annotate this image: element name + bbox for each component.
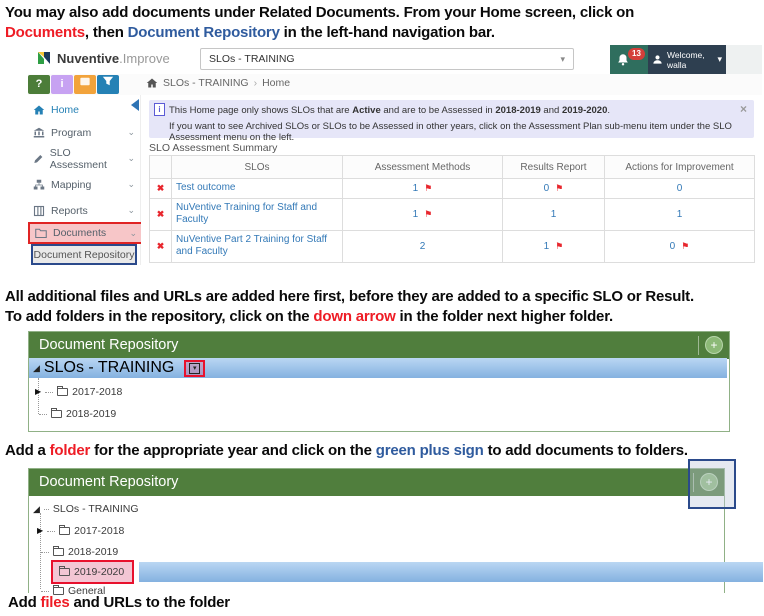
flag-icon: ⚑ [555, 240, 564, 251]
actions-count: 0 [669, 240, 676, 252]
folder-ref: folder [49, 442, 91, 459]
actions-count: 0 [676, 182, 683, 194]
brand-name: Nuventive [57, 50, 120, 66]
results-cell[interactable] [503, 230, 605, 262]
panel-title: Document Repository [29, 469, 724, 496]
sidebar-item-label: SLO Assessment [49, 146, 107, 171]
folder-icon [53, 548, 64, 556]
actions-cell[interactable] [605, 230, 755, 262]
app-toolbar [28, 74, 762, 96]
tree-item-2019-2020[interactable] [51, 560, 134, 584]
app-screenshot [28, 45, 762, 265]
intro-line1: You may also add documents under Related Documents. From your Home screen, click on [5, 4, 635, 21]
middle-line2-post: in the folder next higher folder. [395, 308, 613, 325]
brand-logo [36, 50, 170, 66]
tree-item-2018-2019[interactable] [39, 406, 116, 422]
folder-menu-arrow-icon[interactable]: ▾ [189, 363, 200, 374]
sidebar-item-documents[interactable] [28, 222, 143, 244]
banner-text: This Home page only shows SLOs that are [169, 105, 353, 116]
banner-bold: 2019-2020 [561, 105, 608, 116]
brand-product: Improve [122, 50, 170, 66]
user-menu[interactable] [648, 45, 726, 74]
results-cell[interactable] [503, 198, 605, 230]
home-icon [33, 104, 45, 116]
add-files-pre: Add [8, 594, 41, 611]
tree-root-label: SLOs - TRAINING [52, 503, 139, 515]
notifications-button[interactable] [610, 45, 648, 74]
folder-icon [59, 568, 70, 576]
tree-root-row[interactable] [33, 501, 139, 517]
nuventive-logo-icon [36, 50, 52, 66]
banner-text: . [607, 105, 611, 116]
actions-cell[interactable] [605, 179, 755, 199]
methods-count: 2 [419, 240, 426, 252]
intro-repository-ref: Document Repository [127, 24, 280, 41]
add-document-button[interactable]: + [705, 336, 723, 354]
methods-count: 1 [412, 208, 419, 220]
slo-link[interactable]: NuVentive Part 2 Training for Staff and Faculty [172, 230, 343, 262]
tree-expanded-icon[interactable]: ◢ [33, 363, 40, 373]
sidebar-item-label: Mapping [51, 178, 92, 191]
table-header-row [150, 156, 755, 179]
add-files-post: and URLs to the folder [69, 594, 230, 611]
green-plus-ref: green plus sign [375, 442, 484, 459]
results-count: 1 [550, 208, 557, 220]
column-header-results: Results Report [503, 156, 605, 179]
notification-count-badge: 13 [628, 48, 645, 60]
tree-connector [41, 552, 49, 553]
column-header-slos: SLOs [172, 156, 343, 179]
tree-connector [45, 392, 53, 393]
tree-row-selected-highlight[interactable] [139, 562, 763, 582]
breadcrumb-current: Home [262, 77, 291, 89]
sitemap-icon [33, 179, 45, 191]
info-banner-line1 [169, 105, 610, 116]
filter-icon [102, 75, 114, 87]
methods-cell[interactable] [343, 198, 503, 230]
tree-item-label: 2019-2020 [74, 566, 125, 578]
tree-connector [41, 591, 49, 592]
tree-item-label: General [68, 585, 106, 597]
actions-cell[interactable] [605, 198, 755, 230]
intro-then: , then [84, 24, 128, 41]
breadcrumb-separator: › [253, 77, 258, 89]
summary-title: SLO Assessment Summary [149, 142, 278, 154]
add-folder-paragraph [5, 441, 757, 461]
info-button[interactable]: i [51, 75, 73, 94]
down-arrow-ref: down arrow [313, 308, 396, 325]
add-folder-post: to add documents to folders. [483, 442, 688, 459]
chevron-down-icon: ⌄ [129, 227, 137, 238]
user-icon [652, 54, 663, 65]
context-dropdown[interactable] [200, 48, 574, 70]
tree-root-row-selected[interactable] [29, 358, 727, 378]
sidebar-item-label: Documents [53, 227, 107, 239]
table-row [150, 230, 755, 262]
delete-x-icon[interactable]: ✖ [150, 230, 172, 262]
middle-line2-pre: To add folders in the repository, click on the [5, 308, 314, 325]
table-row [150, 198, 755, 230]
add-document-button[interactable]: + [700, 473, 718, 491]
tree-collapsed-icon[interactable]: ▶ [35, 387, 42, 396]
sidebar-item-program[interactable] [33, 124, 135, 141]
sidebar-item-home[interactable] [33, 101, 135, 118]
flag-icon: ⚑ [681, 240, 690, 251]
filter-button[interactable] [97, 75, 119, 94]
tree-item-label: 2018-2019 [66, 408, 117, 420]
breadcrumb-root[interactable]: SLOs - TRAINING [163, 77, 249, 89]
actions-count: 1 [676, 208, 683, 220]
close-icon[interactable]: × [739, 102, 747, 116]
chevron-down-icon: ⌄ [127, 153, 135, 163]
chevron-down-icon: ⌄ [127, 127, 135, 137]
tree-connector [44, 509, 49, 510]
chevron-down-icon: ▾ [717, 54, 722, 64]
info-banner-line2: If you want to see Archived SLOs or SLOs to be Assessed in other years, click on the Assessment Plan sub-menu item under the SLO Assessment menu on the left. [169, 121, 732, 143]
tree-item-label: 2018-2019 [68, 546, 119, 558]
folder-icon [35, 227, 47, 239]
home-icon [146, 77, 158, 89]
tree-item-2017-2018[interactable] [35, 384, 122, 400]
tree-expanded-icon[interactable]: ◢ [33, 504, 40, 514]
image-icon [78, 75, 92, 88]
header-spacer [726, 45, 762, 74]
tree-connector [47, 531, 55, 532]
pencil-icon [33, 153, 44, 165]
tree-item-label: 2017-2018 [74, 525, 125, 537]
sidebar-item-reports[interactable] [33, 202, 135, 219]
banner-bold: 2018-2019 [495, 105, 541, 116]
column-header-actions: Actions for Improvement [605, 156, 755, 179]
intro-paragraph [5, 3, 753, 43]
flag-icon: ⚑ [424, 182, 433, 193]
user-welcome: Welcome, [667, 49, 705, 60]
results-count: 0 [543, 182, 550, 194]
panel-title: Document Repository [29, 332, 729, 359]
flag-icon: ⚑ [555, 182, 564, 193]
tree-root-label: SLOs - TRAINING [43, 359, 175, 376]
brand-separator: . [119, 50, 123, 66]
columns-icon [33, 205, 45, 217]
methods-cell[interactable] [343, 230, 503, 262]
methods-cell[interactable] [343, 179, 503, 199]
intro-rest: in the left-hand navigation bar. [279, 24, 495, 41]
delete-x-icon[interactable]: ✖ [150, 198, 172, 230]
sidebar-nav [28, 95, 141, 265]
delete-x-icon[interactable]: ✖ [150, 179, 172, 199]
column-header-delete [150, 156, 172, 179]
folder-icon [51, 410, 62, 418]
table-row [150, 179, 755, 199]
add-folder-pre: Add a [5, 442, 50, 459]
document-repository-panel-1 [28, 331, 730, 432]
tree-connector [39, 414, 47, 415]
info-icon: i [154, 103, 165, 116]
breadcrumb [146, 77, 290, 89]
sidebar-item-document-repository[interactable]: Document Repository [31, 244, 137, 265]
info-banner [149, 100, 754, 143]
sidebar-item-slo-assessment[interactable] [33, 146, 135, 171]
sidebar-item-mapping[interactable] [33, 176, 135, 193]
middle-line1: All additional files and URLs are added here first, before they are added to a specific SLO or Result. [5, 288, 694, 305]
slo-summary-table [149, 155, 755, 263]
context-dropdown-value: SLOs - TRAINING [209, 53, 295, 65]
document-repository-panel-2 [28, 468, 725, 597]
home-main-content [141, 95, 762, 265]
banner-bold: Active [352, 105, 381, 116]
chevron-down-icon: ▾ [560, 54, 565, 64]
folder-icon [57, 388, 68, 396]
folder-icon [59, 527, 70, 535]
methods-count: 1 [412, 182, 419, 194]
header-divider [698, 336, 699, 355]
tree-item-2018-2019[interactable] [41, 544, 118, 560]
intro-documents-ref: Documents [5, 24, 85, 41]
sidebar-item-label: Home [51, 103, 80, 116]
files-ref: files [40, 594, 70, 611]
results-cell[interactable] [503, 179, 605, 199]
tree-collapsed-icon[interactable]: ▶ [37, 526, 44, 535]
highlight-box-red [184, 360, 205, 377]
banner-text: and [540, 105, 562, 116]
tree-item-2017-2018[interactable] [37, 523, 124, 539]
media-button[interactable] [74, 75, 96, 94]
column-header-methods: Assessment Methods [343, 156, 503, 179]
institution-icon [33, 127, 45, 139]
help-button[interactable]: ? [28, 75, 50, 94]
tree-item-label: 2017-2018 [72, 386, 123, 398]
chevron-down-icon: ⌄ [127, 179, 135, 189]
sidebar-item-label: Program [51, 126, 92, 139]
add-folder-mid: for the appropriate year and click on the [90, 442, 376, 459]
app-header [28, 45, 762, 75]
banner-text: and are to be Assessed in [380, 105, 496, 116]
highlight-box-blue [688, 459, 736, 509]
slo-link[interactable]: NuVentive Training for Staff and Faculty [172, 198, 343, 230]
chevron-down-icon: ⌄ [127, 205, 135, 215]
flag-icon: ⚑ [424, 208, 433, 219]
sidebar-item-label: Reports [51, 204, 88, 217]
middle-paragraph [5, 287, 757, 327]
user-name: walla [667, 59, 687, 70]
results-count: 1 [543, 240, 550, 252]
slo-link[interactable]: Test outcome [172, 179, 343, 199]
add-files-paragraph [8, 593, 748, 613]
